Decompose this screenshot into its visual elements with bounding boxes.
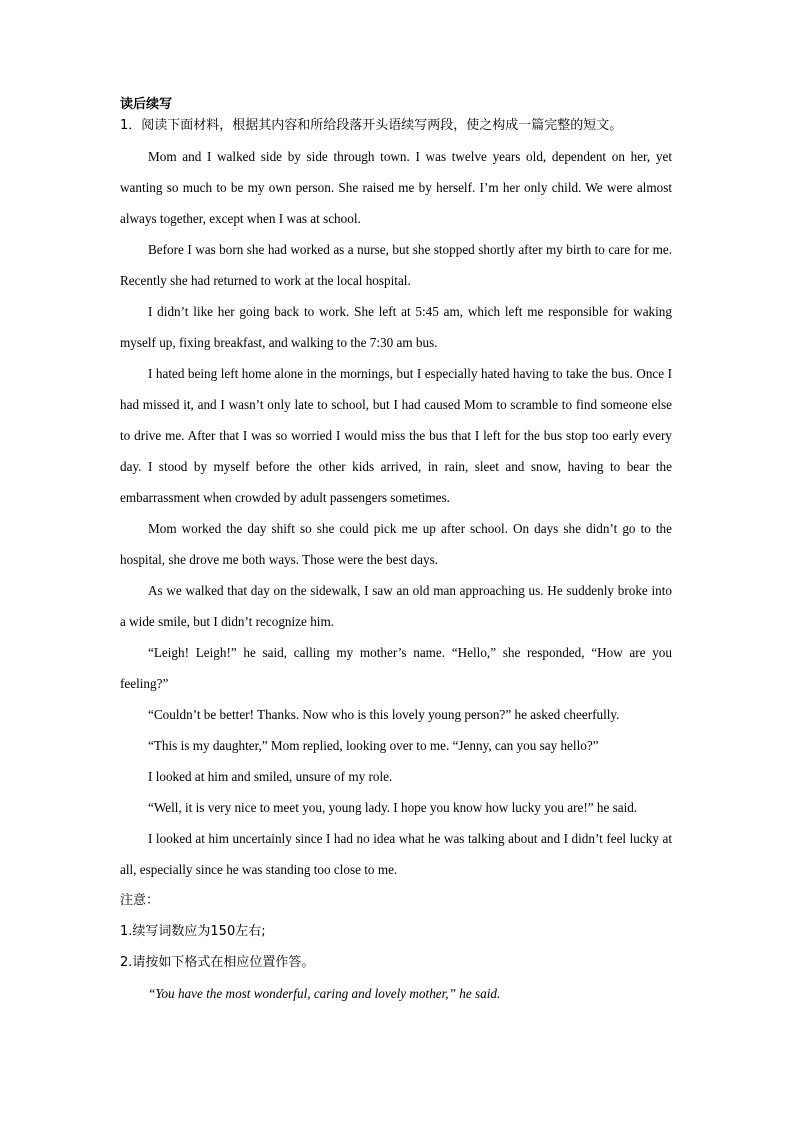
passage-paragraph: I looked at him uncertainly since I had no idea what he was talking about and I didn’t feel lucky at all, especially since he was standing too close to me. xyxy=(120,831,672,877)
task-text: 阅读下面材料，根据其内容和所给段落开头语续写两段，使之构成一篇完整的短文。 xyxy=(141,118,623,133)
passage-paragraph: “This is my daughter,” Mom replied, looking over to me. “Jenny, can you say hello?” xyxy=(148,738,599,753)
passage-paragraph: “Couldn’t be better! Thanks. Now who is this lovely young person?” he asked cheerfully. xyxy=(148,707,620,722)
notes-section xyxy=(120,885,672,978)
document-page xyxy=(120,95,672,1009)
passage xyxy=(120,141,672,885)
passage-paragraph: Mom and I walked side by side through town. I was twelve years old, dependent on her, yet wanting so much to be my own person. She raised me by herself. I’m her only child. We were almost always together, except when I was at school. xyxy=(120,149,672,226)
task-instruction xyxy=(120,115,672,137)
passage-paragraph: I didn’t like her going back to work. She left at 5:45 am, which left me responsible for waking myself up, fixing breakfast, and walking to the 7:30 am bus. xyxy=(120,304,672,350)
passage-paragraph: As we walked that day on the sidewalk, I saw an old man approaching us. He suddenly broke into a wide smile, but I didn’t recognize him. xyxy=(120,583,672,629)
task-number: 1． xyxy=(120,118,142,133)
passage-paragraph: “Leigh! Leigh!” he said, calling my mother’s name. “Hello,” she responded, “How are you feeling?” xyxy=(120,645,672,691)
continuation-starter: “You have the most wonderful, caring and lovely mother,” he said. xyxy=(148,986,501,1001)
passage-paragraph: I looked at him and smiled, unsure of my role. xyxy=(148,769,393,784)
passage-paragraph: Before I was born she had worked as a nurse, but she stopped shortly after my birth to care for me. Recently she had returned to work at the local hospital. xyxy=(120,242,672,288)
section-title: 读后续写 xyxy=(120,97,173,112)
notes-title: 注意： xyxy=(120,893,160,908)
passage-paragraph: “Well, it is very nice to meet you, young lady. I hope you know how lucky you are!” he said. xyxy=(148,800,638,815)
passage-paragraph: Mom worked the day shift so she could pick me up after school. On days she didn’t go to the hospital, she drove me both ways. Those were the best days. xyxy=(120,521,672,567)
note-item: 2.请按如下格式在相应位置作答。 xyxy=(120,955,315,970)
passage-paragraph: I hated being left home alone in the mornings, but I especially hated having to take the bus. Once I had missed it, and I wasn’t only late to school, but I had caused Mom to scramble to find someone else to drive me. After that I was so worried I would miss the bus that I left for the bus stop too early every day. I stood by myself before the other kids arrived, in rain, sleet and snow, having to bear the embarrassment when crowded by adult passengers sometimes. xyxy=(120,366,672,505)
note-item: 1.续写词数应为150左右; xyxy=(120,924,266,939)
